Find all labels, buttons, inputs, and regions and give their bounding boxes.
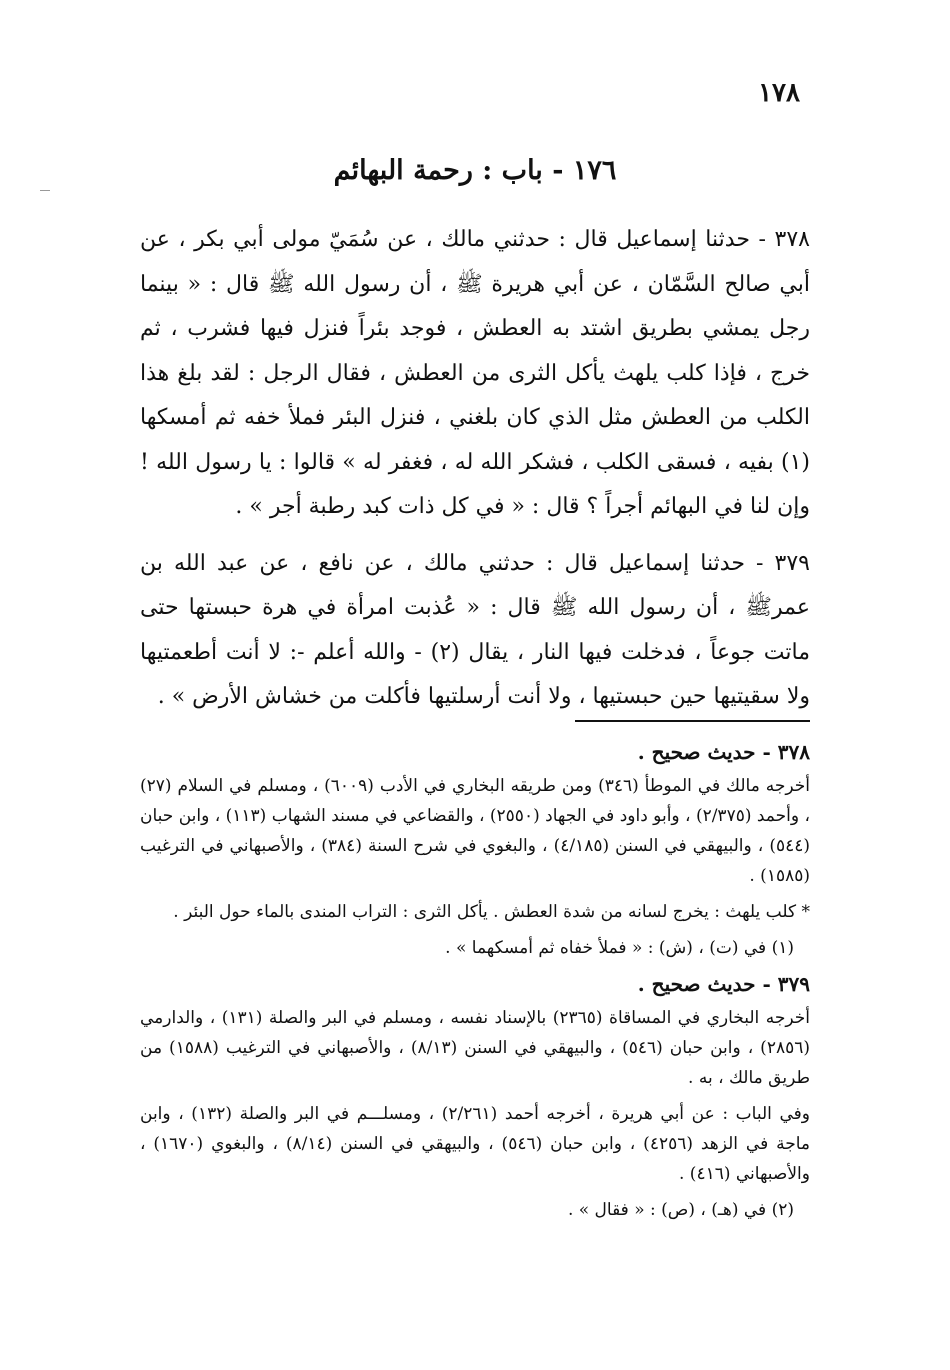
note-bab-379: وفي الباب : عن أبي هريرة ، أخرجه أحمد (٢/٢٦١) ، ومسلـــم في البر والصلة (١٣٢) ، وابن ماجة في الزهد (٤٢٥٦) ، وابن حبان (٥٤٦) ، والبيهقي في السنن (٨/١٤) ، والبغوي (١٦٧٠) ، والأصبهاني (٤١٦) . — [140, 1104, 811, 1184]
footnote-2: (٢) في (هـ) ، (ص) : « فقال » . — [567, 1200, 794, 1220]
note-gloss-378: * كلب يلهث : يخرج لسانه من شدة العطش . يأكل الثرى : التراب المندى بالماء حول البئر . — [173, 902, 810, 922]
footnote-divider — [575, 720, 810, 722]
hadith-379: ٣٧٩ - حدثنا إسماعيل قال : حدثني مالك ، عن نافع ، عن عبد الله بن عمرﷺ ، أن رسول الله ﷺ قال : « عُذبت امرأة في هرة حبستها حتى ماتت جوعاً ، فدخلت فيها النار ، يقال (٢) - والله أعلم -: لا أنت أطعمتيها ولا سقيتيها حين حبستيها ، ولا أنت أرسلتيها فأكلت من خشاش الأرض » . — [140, 550, 810, 709]
scan-mark — [40, 190, 50, 191]
note-takhrij-378: أخرجه مالك في الموطأ (٣٤٦) ومن طريقه البخاري في الأدب (٦٠٠٩) ، ومسلم في السلام (٢٧) ، وأحمد (٢/٣٧٥) ، وأبو داود في الجهاد (٢٥٥٠) ، والقضاعي في مسند الشهاب (١١٣) ، وابن حبان (٥٤٤) ، والبيهقي في السنن (٤/١٨٥) ، والبغوي في شرح السنة (٣٨٤) ، والأصبهاني في الترغيب (١٥٨٥) . — [140, 776, 811, 886]
note-takhrij-379: أخرجه البخاري في المساقاة (٢٣٦٥) بالإسناد نفسه ، ومسلم في البر والصلة (١٣١) ، والدارمي (٢٨٥٦) ، وابن حبان (٥٤٦) ، والبيهقي في السنن (٨/١٣) ، والأصبهاني في الترغيب (١٥٨٨) من طريق مالك ، به . — [140, 1008, 810, 1088]
note-heading-378: ٣٧٨ - حديث صحيح . — [637, 740, 810, 764]
footnote-1: (١) في (ت) ، (ش) : « فملأ خفاه ثم أمسكهما » . — [445, 938, 794, 958]
note-heading-379: ٣٧٩ - حديث صحيح . — [637, 972, 810, 996]
chapter-title: ١٧٦ - باب : رحمة البهائم — [333, 155, 617, 186]
main-text — [140, 218, 810, 732]
page-number: ١٧٨ — [758, 78, 800, 108]
hadith-378: ٣٧٨ - حدثنا إسماعيل قال : حدثني مالك ، عن سُمَيّ مولى أبي بكر ، عن أبي صالح السَّمّان ، عن أبي هريرة ﷺ ، أن رسول الله ﷺ قال : « بينما رجل يمشي بطريق اشتد به العطش ، فوجد بئراً فنزل فيها فشرب ، ثم خرج ، فإذا كلب يلهث يأكل الثرى من العطش ، فقال الرجل : لقد بلغ هذا الكلب من العطش مثل الذي كان بلغني ، فنزل البئر فملأ خفه ثم أمسكها (١) بفيه ، فسقى الكلب ، فشكر الله له ، فغفر له » قالوا : يا رسول الله ! وإن لنا في البهائم أجراً ؟ قال : « في كل ذات كبد رطبة أجر » . — [140, 227, 810, 519]
footnotes — [140, 735, 810, 1231]
